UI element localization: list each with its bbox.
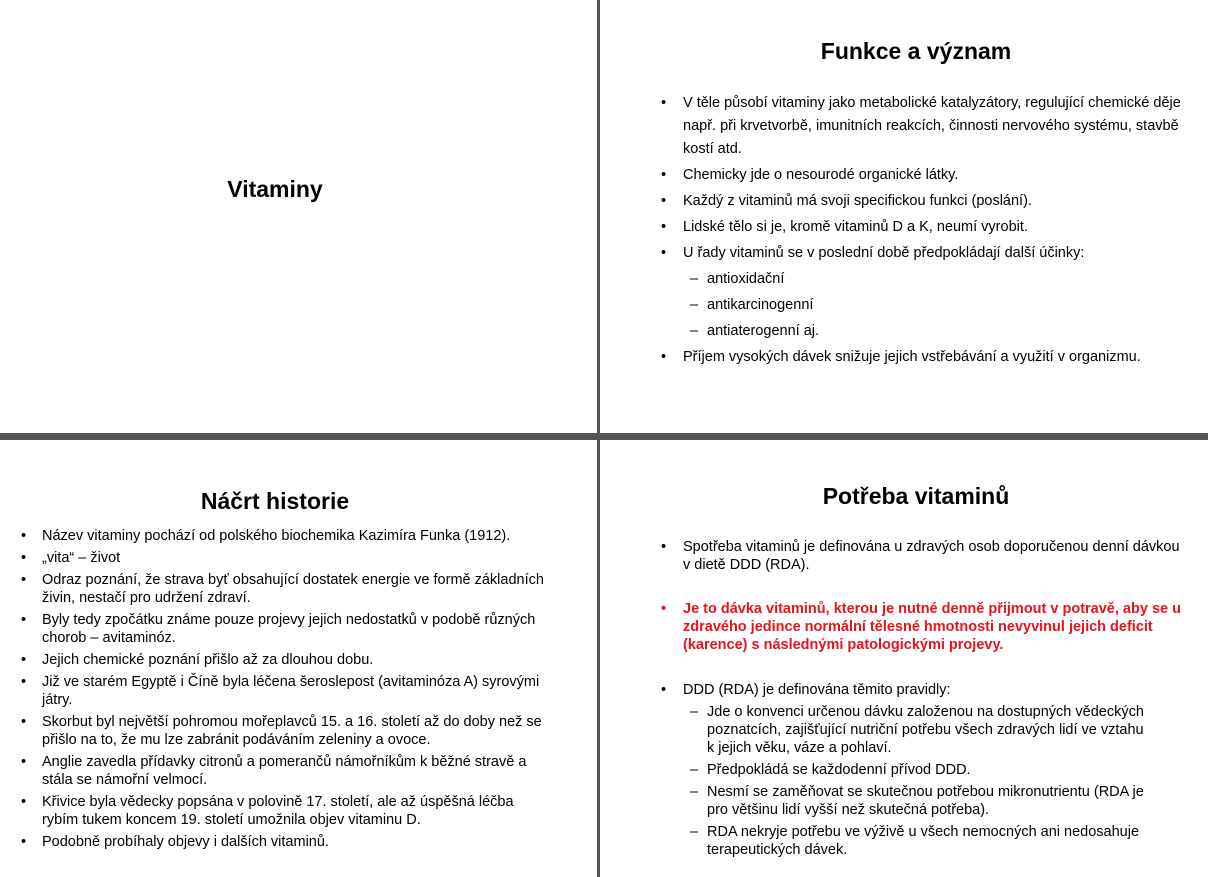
list-item: • Spotřeba vitaminů je definována u zdravých osob doporučenou denní dávkou v dietě DDD (RDA). bbox=[683, 538, 1183, 574]
sub-list bbox=[683, 268, 1193, 343]
list-item: • Chemicky jde o nesourodé organické látky. bbox=[683, 164, 1193, 187]
list-item: • DDD (RDA) je definována těmito pravidly: bbox=[683, 681, 1183, 699]
slide-nacrt-historie bbox=[0, 440, 597, 877]
list-item: • Název vitaminy pochází od polského biochemika Kazimíra Funka (1912). bbox=[42, 527, 552, 545]
list-item-highlighted: • Je to dávka vitaminů, kterou je nutné denně přijmout v potravě, aby se u zdravého jedince normální tělesné hmotnosti nevyvinul jejich deficit (karence) s následnými patologickými projevy. bbox=[683, 600, 1183, 654]
list-item: • V těle působí vitaminy jako metabolické katalyzátory, regulující chemické děje např. při krvetvorbě, imunitních reakcích, činnosti nervového systému, stavbě kostí atd. bbox=[683, 92, 1193, 161]
list-item: • Podobně probíhaly objevy i dalších vitaminů. bbox=[42, 833, 552, 851]
horizontal-divider bbox=[0, 433, 1208, 440]
list-item: • Příjem vysokých dávek snižuje jejich vstřebávání a využití v organizmu. bbox=[683, 346, 1193, 369]
slide-title: Vitaminy bbox=[227, 176, 323, 202]
list-item: • Anglie zavedla přídavky citronů a pomerančů námořníkům k běžné stravě a stála se námořní velmocí. bbox=[42, 753, 552, 789]
slide-funkce-a-vyznam bbox=[600, 0, 1208, 433]
bullet-list bbox=[42, 527, 552, 855]
list-item: • Odraz poznání, že strava byť obsahující dostatek energie ve formě základních živin, nestačí pro udržení zdraví. bbox=[42, 571, 552, 607]
list-item: • Lidské tělo si je, kromě vitaminů D a K, neumí vyrobit. bbox=[683, 216, 1193, 239]
list-item bbox=[683, 242, 1193, 343]
sub-list-item: – RDA nekryje potřebu ve výživě u všech nemocných ani nedosahuje terapeutických dávek. bbox=[683, 823, 1153, 859]
sub-list-item: – Jde o konvenci určenou dávku založenou na dostupných vědeckých poznatcích, zajišťující nutriční potřebu všech zdravých lidí ve vztahu k jejich věku, váze a pohlaví. bbox=[683, 703, 1153, 757]
list-item: • Křivice byla vědecky popsána v polovině 17. století, ale až úspěšná léčba rybím tukem koncem 19. století umožnila objev vitaminu D. bbox=[42, 793, 552, 829]
slide-title: Potřeba vitaminů bbox=[822, 483, 1010, 509]
sub-list-item: – Předpokládá se každodenní přívod DDD. bbox=[683, 761, 1153, 779]
bullet-block bbox=[683, 681, 1183, 863]
bullet-list bbox=[683, 92, 1193, 372]
sub-list-item: – Nesmí se zaměňovat se skutečnou potřebou mikronutrientu (RDA je pro většinu lidí vyšší než skutečná potřeba). bbox=[683, 783, 1153, 819]
highlight-bullet-block bbox=[683, 600, 1183, 654]
list-item-text: U řady vitaminů se v poslední době předpokládají další účinky: bbox=[683, 245, 1085, 261]
list-item: • Každý z vitaminů má svoji specifickou funkci (poslání). bbox=[683, 190, 1193, 213]
list-item: • Již ve starém Egyptě i Číně byla léčena šeroslepost (avitaminóza A) syrovými játry. bbox=[42, 673, 552, 709]
slide-title: Náčrt historie bbox=[200, 488, 350, 514]
slide-title: Funkce a význam bbox=[820, 38, 1012, 64]
sub-list-item: – antioxidační bbox=[683, 268, 1193, 291]
sub-list-item: – antiaterogenní aj. bbox=[683, 320, 1193, 343]
slide-vitaminy bbox=[0, 0, 597, 433]
sub-list bbox=[683, 703, 1153, 859]
list-item: • Skorbut byl největší pohromou mořeplavců 15. a 16. století až do doby než se přišlo na to, že mu lze zabránit podáváním zeleniny a ovoce. bbox=[42, 713, 552, 749]
sub-list-item: – antikarcinogenní bbox=[683, 294, 1193, 317]
list-item: • „vita“ – život bbox=[42, 549, 552, 567]
slide-potreba-vitaminu bbox=[600, 440, 1208, 877]
list-item: • Jejich chemické poznání přišlo až za dlouhou dobu. bbox=[42, 651, 552, 669]
bullet-block bbox=[683, 538, 1183, 574]
list-item: • Byly tedy zpočátku známe pouze projevy jejich nedostatků v podobě různých chorob – avitaminóz. bbox=[42, 611, 552, 647]
